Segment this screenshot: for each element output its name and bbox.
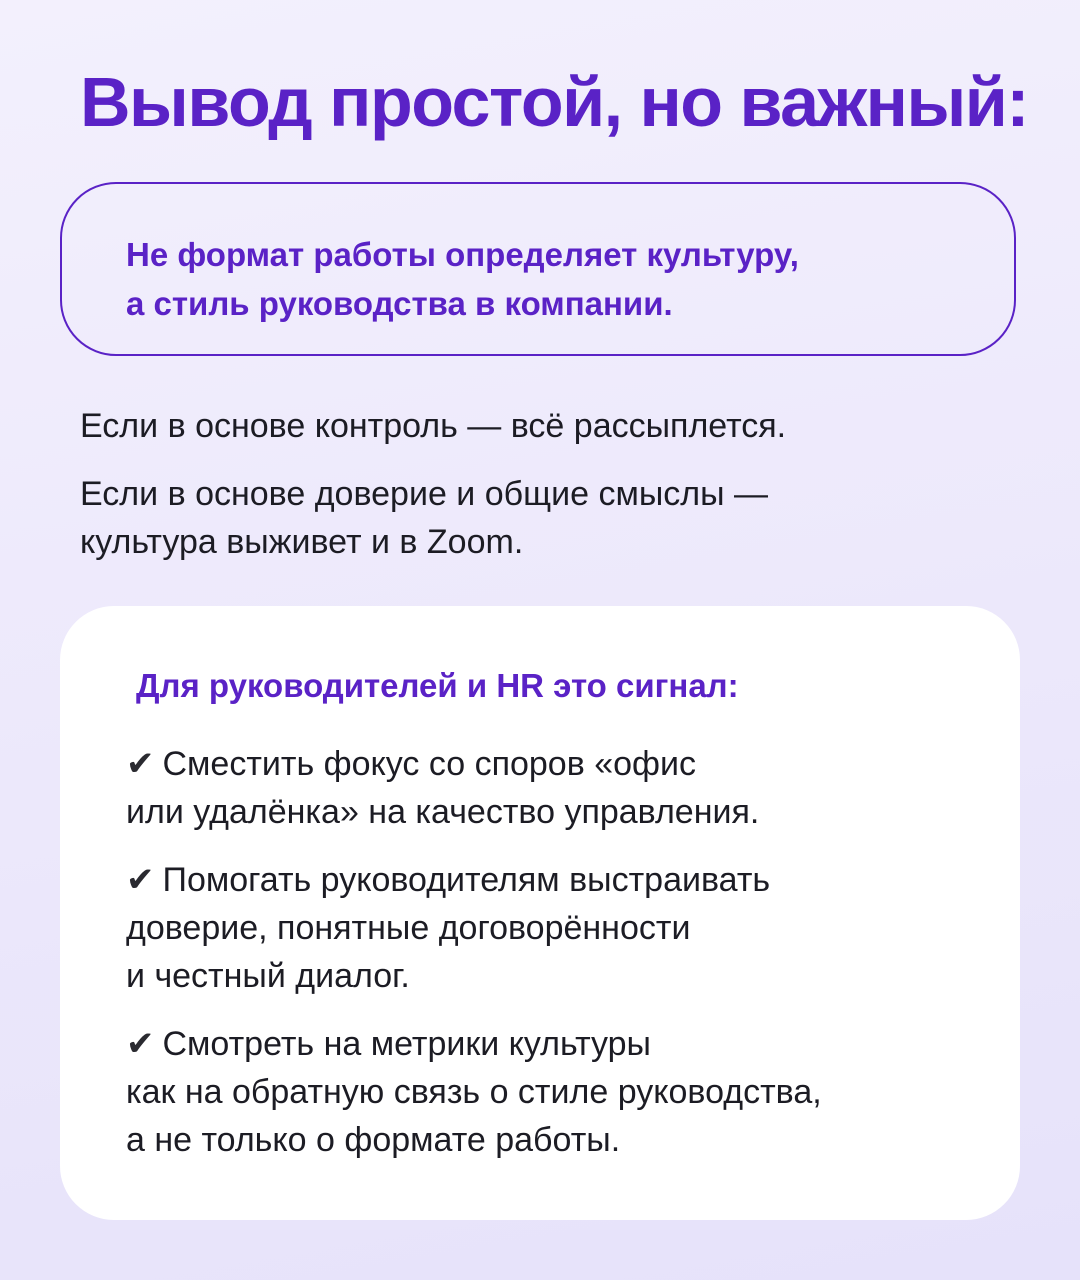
checkmark-icon: ✔	[126, 1025, 155, 1063]
list-item	[126, 1020, 822, 1164]
list-item-line: а не только о формате работы.	[126, 1121, 621, 1159]
key-message-line-1: Не формат работы определяет культуру,	[126, 236, 799, 273]
card-heading: Для руководителей и HR это сигнал:	[136, 667, 739, 704]
key-message-line-2: а стиль руководства в компании.	[126, 285, 673, 322]
statement-control-text: Если в основе контроль — всё рассыплется.	[80, 407, 787, 445]
statement-trust-line-2: культура выживет и в Zoom.	[80, 523, 524, 561]
list-item-line: и честный диалог.	[126, 957, 410, 995]
statement-trust	[80, 470, 768, 566]
list-item-line: Помогать руководителям выстраивать	[162, 861, 771, 899]
page-title: Вывод простой, но важный:	[80, 63, 1029, 141]
list-item-line: Смотреть на метрики культуры	[162, 1025, 651, 1063]
list-item-line: или удалёнка» на качество управления.	[126, 793, 760, 831]
list-item-line: доверие, понятные договорённости	[126, 909, 691, 947]
signal-card	[60, 606, 1020, 1220]
key-message-box	[60, 182, 1016, 356]
statement-trust-line-1: Если в основе доверие и общие смыслы —	[80, 475, 768, 513]
checkmark-icon: ✔	[126, 745, 155, 783]
list-item	[126, 740, 759, 836]
list-item-line: как на обратную связь о стиле руководства,	[126, 1073, 822, 1111]
statement-control	[80, 402, 786, 450]
list-item-line: Сместить фокус со споров «офис	[162, 745, 697, 783]
checkmark-icon: ✔	[126, 861, 155, 899]
list-item	[126, 856, 770, 1000]
